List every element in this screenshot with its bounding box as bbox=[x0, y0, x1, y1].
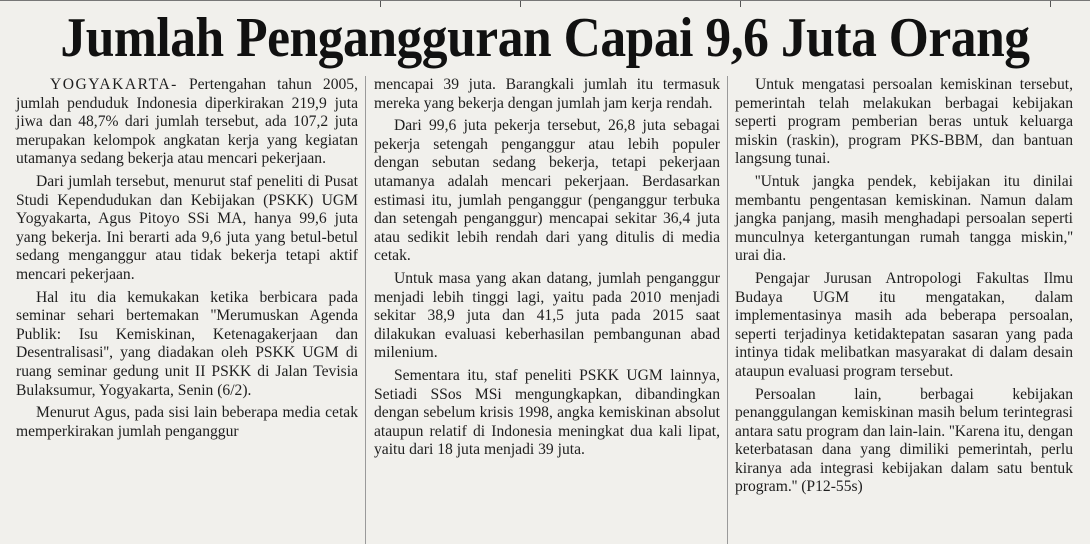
headline: Jumlah Pengangguran Capai 9,6 Juta Orang bbox=[60, 7, 1030, 69]
column-divider bbox=[365, 76, 366, 544]
dateline: YOGYAKARTA- bbox=[50, 76, 178, 93]
paragraph: Untuk mengatasi persoalan kemiskinan tersebut, pemerintah telah melakukan berbagai kebijakan seperti program pemberian beras untuk keluarga miskin (raskin), program PKS-BBM, dan bantuan langsung tunai. bbox=[735, 76, 1073, 168]
paragraph: Persoalan lain, berbagai kebijakan penanggulangan kemiskinan masih belum terintegrasi antara satu program dan lain-lain. ''Karena itu, dengan keterbatasan dana yang dimiliki pemerintah, perlu kiranya ada integrasi kebijakan dalam satu bentuk program.'' (P12-55s) bbox=[735, 385, 1073, 496]
paragraph: Dari jumlah tersebut, menurut staf peneliti di Pusat Studi Kependudukan dan Kebijakan (PSKK) UGM Yogyakarta, Agus Pitoyo SSi MA, hanya 99,6 juta yang bekerja. Ini berarti ada 9,6 juta yang betul-betul sedang menganggur atau tidak bekerja tetapi aktif mencari pekerjaan. bbox=[16, 172, 358, 283]
paragraph: ''Untuk jangka pendek, kebijakan itu dinilai membantu pengentasan kemiskinan. Namun dalam jangka panjang, masih menghadapi persoalan seperti munculnya ketergantungan rumah tangga miskin,'' urai dia. bbox=[735, 172, 1073, 265]
paragraph: Sementara itu, staf peneliti PSKK UGM lainnya, Setiadi SSos MSi mengungkapkan, dibandingkan dengan sebelum krisis 1998, angka kemiskinan absolut ataupun relatif di Indonesia meningkat dua kali lipat, yaitu dari 18 juta menjadi 39 juta. bbox=[374, 366, 720, 459]
article-column-3 bbox=[735, 76, 1073, 501]
paragraph: mencapai 39 juta. Barangkali jumlah itu termasuk mereka yang bekerja dengan jumlah jam kerja rendah. bbox=[374, 76, 720, 112]
paragraph: Untuk masa yang akan datang, jumlah penganggur menjadi lebih tinggi lagi, yaitu pada 2010 menjadi sekitar 38,9 juta dan 41,5 juta pada 2015 saat dilakukan evaluasi keberhasilan pembangunan abad milenium. bbox=[374, 269, 720, 362]
article-column-1 bbox=[16, 76, 358, 445]
article-column-2 bbox=[374, 76, 720, 464]
paragraph: Hal itu dia kemukakan ketika berbicara pada seminar sehari bertemakan ''Merumuskan Agenda Publik: Isu Kemiskinan, Ketenagakerjaan dan Desentralisasi'', yang diadakan oleh PSKK UGM di ruang seminar gedung unit II PSKK di Jalan Tevisia Bulaksumur, Yogyakarta, Senin (6/2). bbox=[16, 288, 358, 399]
paragraph: Pengajar Jurusan Antropologi Fakultas Ilmu Budaya UGM itu mengatakan, dalam implementasinya masih ada beberapa persoalan, seperti terjadinya ketidaktepatan sasaran yang pada intinya tidak melibatkan masyarakat di dalam desain ataupun evaluasi program tersebut. bbox=[735, 269, 1073, 380]
paragraph-text: Pertengahan tahun 2005, jumlah penduduk Indonesia diperkirakan 219,9 juta jiwa dan 48,7% dari jumlah tersebut, ada 107,2 juta merupakan kelompok angkatan kerja yang kegiatan utamanya sedang bekerja atau mencari pekerjaan. bbox=[16, 76, 358, 168]
paragraph bbox=[16, 76, 358, 169]
paragraph: Menurut Agus, pada sisi lain beberapa media cetak memperkirakan jumlah penganggur bbox=[16, 404, 358, 440]
rule-tick bbox=[1050, 1, 1051, 7]
paragraph: Dari 99,6 juta pekerja tersebut, 26,8 juta sebagai pekerja setengah penganggur atau lebih populer dengan sebutan sedang bekerja, tetapi pekerjaan utamanya adalah mencari pekerjaan. Berdasarkan estimasi itu, jumlah penganggur (penganggur terbuka dan setengah penganggur) mencapai sekitar 36,4 juta atau sedikit lebih rendah dari yang ditulis di media cetak. bbox=[374, 117, 720, 265]
column-divider bbox=[727, 76, 728, 544]
